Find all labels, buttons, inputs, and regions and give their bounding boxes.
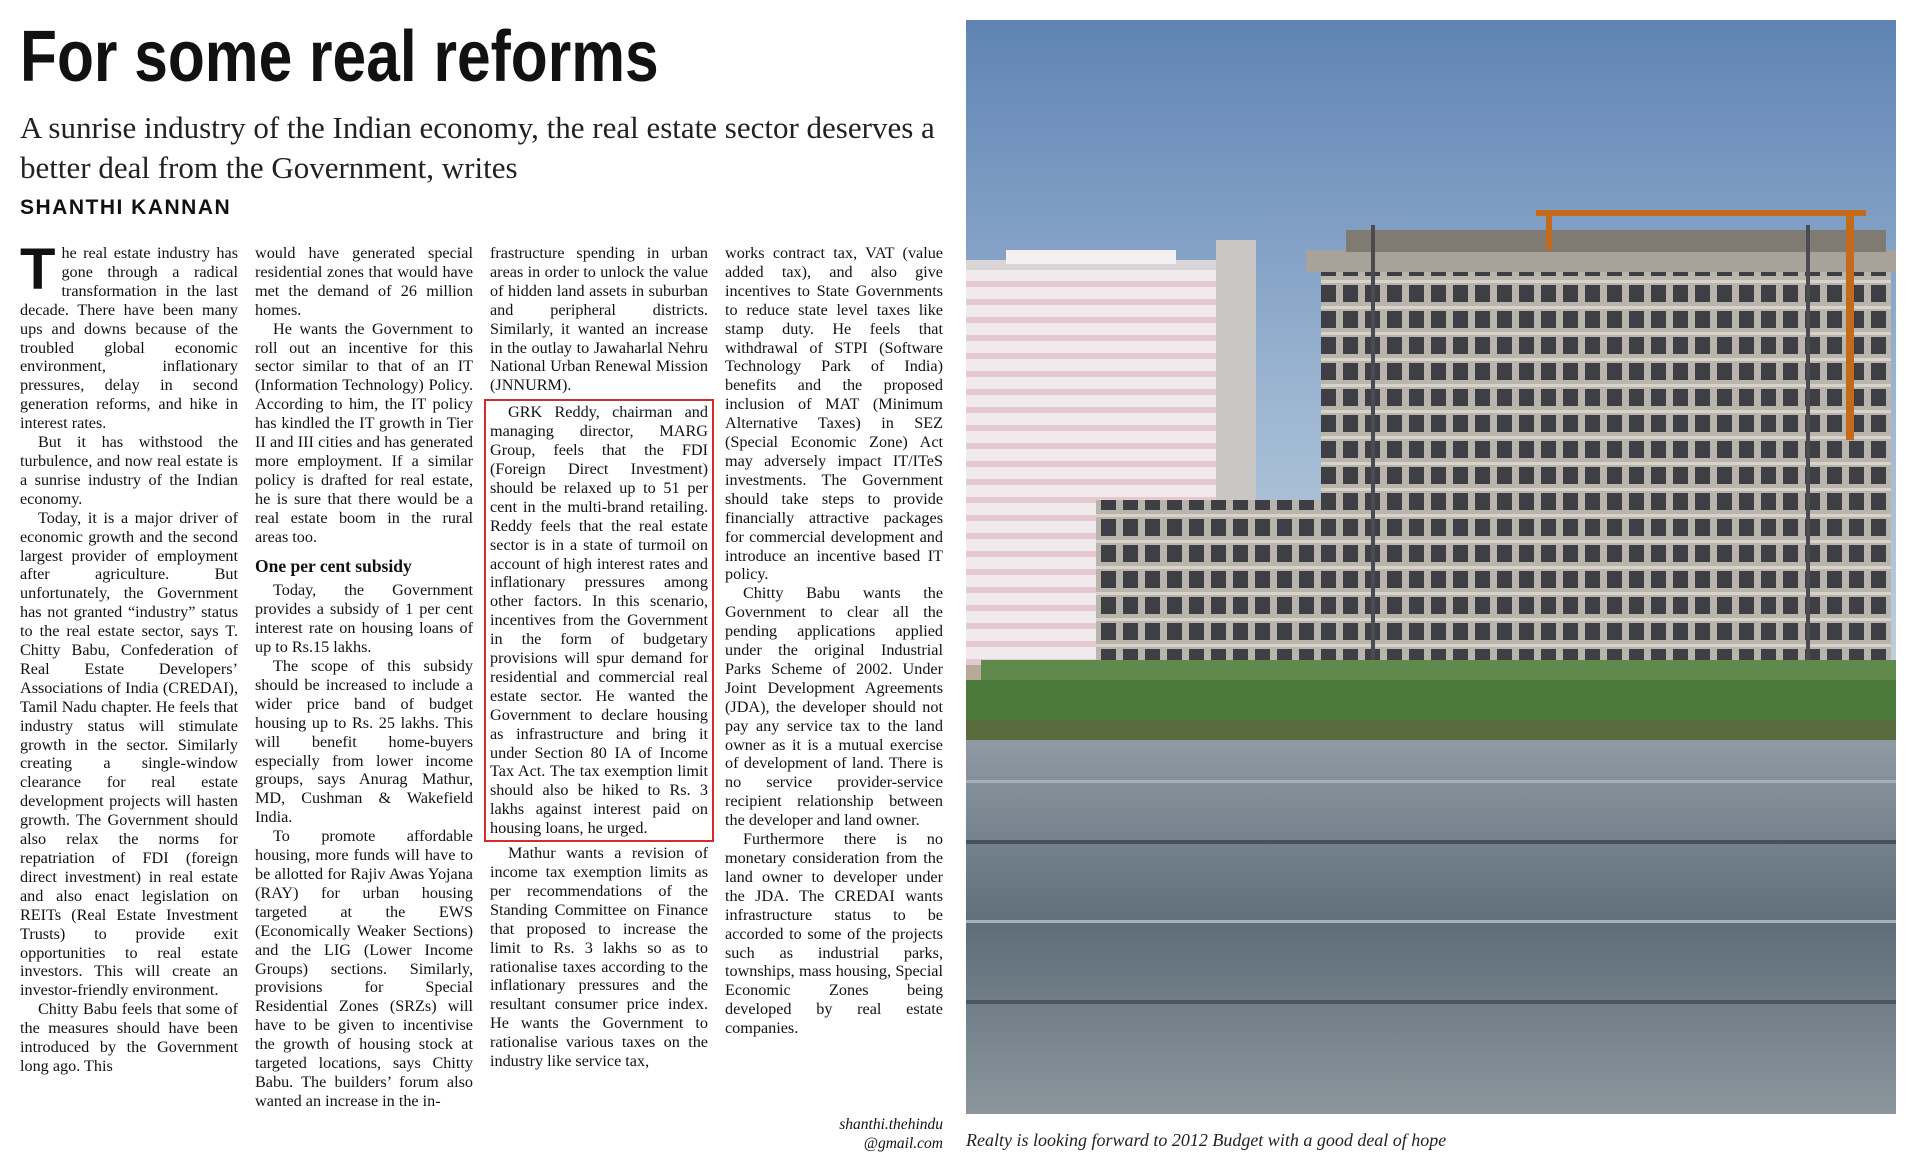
dropcap: T (20, 237, 56, 302)
paragraph: Furthermore there is no monetary consideration from the land owner to developer under the JDA. The CREDAI wants infrastructure status to be accorded to some of the projects such as industrial parks, townships, mass housing, Special Economic Zones being developed by real estate companies. (725, 830, 943, 1038)
building-photo (966, 20, 1896, 1114)
deck: A sunrise industry of the Indian economy, the real estate sector deserves a better deal from the Government, writes (20, 110, 935, 185)
paragraph: The scope of this subsidy should be increased to include a wider price band of budget housing up to Rs. 25 lakhs. This will benefit home-buyers especially from lower income groups, says Anurag Mathur, MD, Cushman & Wakefield India. (255, 657, 473, 827)
paragraph: Mathur wants a revision of income tax exemption limits as per recommendations of the Standing Committee on Finance that proposed to increase the limit to Rs. 3 lakhs so as to rationalise taxes according to the inflationary pressures and the resultant consumer price index. He wants the Government to rationalise various taxes on the industry like service tax, (490, 844, 708, 1071)
photo-caption: Realty is looking forward to 2012 Budget with a good deal of hope (966, 1130, 1447, 1150)
author-email (805, 1115, 943, 1153)
paragraph: Chitty Babu wants the Government to clear all the pending applications applied under the original Industrial Parks Scheme of 2002. Under Joint Development Agreements (JDA), the developer should not pay any service tax to the land owner as it is a mutual exercise of development of land. There is no service provider-service recipient relationship between the developer and land owner. (725, 584, 943, 830)
highlighted-passage (484, 399, 714, 842)
article-column-3 (490, 244, 708, 1071)
email-line-2: @gmail.com (863, 1135, 943, 1152)
article-column-4 (725, 244, 943, 1038)
paragraph: works contract tax, VAT (value added tax), and also give incentives to State Governments to reduce state level taxes like stamp duty. He feels that withdrawal of STPI (Software Technology Park of India) benefits and the proposed inclusion of MAT (Minimum Alternative Taxes) in SEZ (Special Economic Zone) Act may adversely impact IT/ITeS investments. The Government should take steps to provide financially attractive packages for commercial development and introduce an incentive based IT policy. (725, 244, 943, 584)
paragraph: To promote affordable housing, more funds will have to be allotted for Rajiv Awas Yojana (RAY) for urban housing targeted at the EWS (Economically Weaker Sections) and the LIG (Lower Income Groups) sections. Similarly, provisions for Special Residential Zones (SRZs) will have to be given to incentivise the growth of housing stock at targeted locations, says Chitty Babu. The builders’ forum also wanted an increase in the in- (255, 827, 473, 1110)
headline: For some real reforms (20, 17, 659, 97)
paragraph: But it has withstood the turbulence, and now real estate is a sunrise industry of the Indian economy. (20, 433, 238, 508)
paragraph: GRK Reddy, chairman and managing director, MARG Group, feels that the FDI (Foreign Direct Investment) should be relaxed up to 51 per cent in the multi-brand retailing. Reddy feels that the real estate sector is in a state of turmoil on account of high interest rates and inflationary pressures among other factors. In this scenario, incentives from the Government in the form of budgetary provisions will spur demand for residential and commercial real estate sector. He wanted the Government to declare housing as infrastructure and bring it under Section 80 IA of Income Tax Act. The tax exemption limit should also be hiked to Rs. 3 lakhs against interest paid on housing loans, he urged. (490, 403, 708, 838)
article-column-2 (255, 244, 473, 1111)
paragraph: He wants the Government to roll out an incentive for this sector similar to that of an IT (Information Technology) Policy. According to him, the IT policy has kindled the IT growth in Tier II and III cities and has generated more employment. If a similar policy is drafted for real estate, he is sure that there would be a real estate boom in the rural areas too. (255, 319, 473, 546)
subheading: One per cent subsidy (255, 555, 412, 576)
article-column-1 (20, 237, 238, 1076)
paragraph: Today, the Government provides a subsidy of 1 per cent interest rate on housing loans of up to Rs.15 lakhs. (255, 581, 473, 657)
paragraph: would have generated special residential zones that would have met the demand of 26 million homes. (255, 244, 473, 319)
byline: SHANTHI KANNAN (20, 196, 232, 219)
paragraph: frastructure spending in urban areas in order to unlock the value of hidden land assets in suburban and peripheral districts. Similarly, it wanted an increase in the outlay to Jawaharlal Nehru National Urban Renewal Mission (JNNURM). (490, 244, 708, 395)
email-line-1: shanthi.thehindu (839, 1116, 943, 1133)
paragraph: The real estate industry has gone through a radical transformation in the last decade. There have been many ups and downs because of the troubled global economic environment, inflationary pressures, delay in second generation reforms, and hike in interest rates. (20, 237, 238, 433)
paragraph: Chitty Babu feels that some of the measures should have been introduced by the Government long ago. This (20, 1000, 238, 1075)
paragraph: Today, it is a major driver of economic growth and the second largest provider of employment after agriculture. But unfortunately, the Government has not granted “industry” status to the real estate sector, says T. Chitty Babu, Confederation of Real Estate Developers’ Associations of India (CREDAI), Tamil Nadu chapter. He feels that industry status will stimulate growth in the sector. Similarly creating a single-window clearance for real estate development projects will hasten growth. The Government should also relax the norms for repatriation of FDI (foreign direct investment) in real estate and also enact legislation on REITs (Real Estate Investment Trusts) to provide exit opportunities to real estate investors. This will create an investor-friendly environment. (20, 508, 238, 1000)
construction-site-image (966, 20, 1896, 1114)
